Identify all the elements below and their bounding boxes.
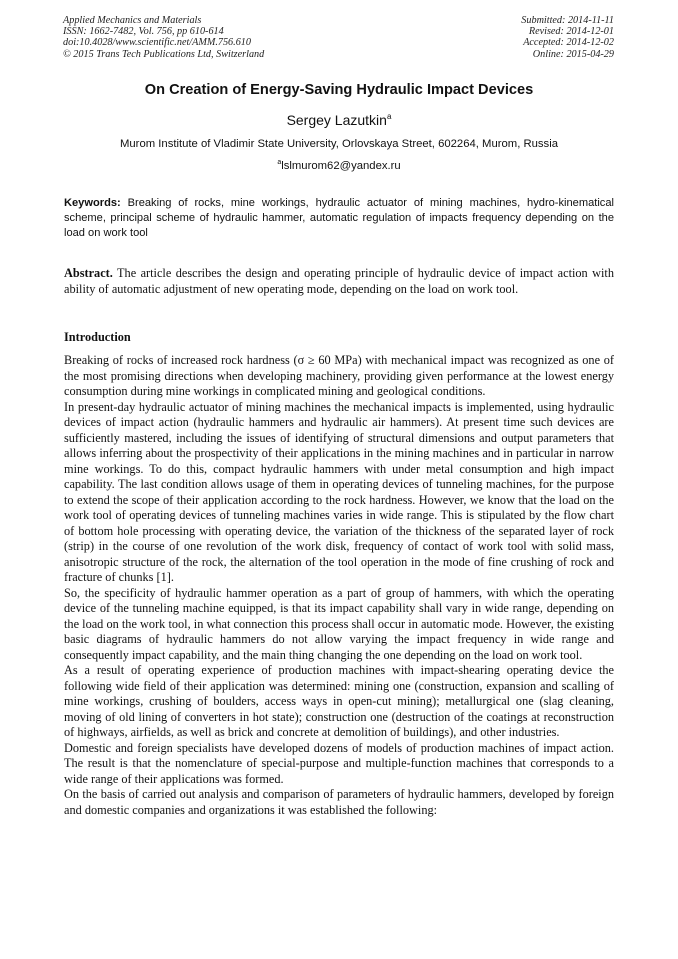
revised-date: Revised: 2014-12-01 [528,26,614,38]
keywords-label: Keywords: [64,197,121,209]
paragraph: In present-day hydraulic actuator of mining machines the mechanical impacts is implemented, using hydraulic devices of impact action (hydraulic hammers and hydraulic air hammers). At present time such devices are sufficiently mastered, including the issues of identifying of structural dimensions and output parameters that allows inferring about the prospectivity of their applications in the mining machines and in particular in narrow mine workings. To do this, compact hydraulic hammers with under metal consumption and high impact capability. The last condition allows usage of them in operating devices of tunneling machines, for the purpose to extend the scope of their application according to the rock hardness. However, we know that the load on the work tool of operating devices of tunneling machines varies in wide range. This is stipulated by the flow chart of bottom hole processing with operating device, the variation of the thickness of the separated layer of rock (strip) in the course of one revolution of the work disk, frequency of contact of work tool with solid mass, anisotropic structure of the rock, the alternation of the tool operation in the mode of fine crushing of rock and fracture of chunks [1]. [64,399,614,584]
publication-dates [521,15,614,60]
section-heading-introduction: Introduction [64,330,131,344]
keywords [64,196,614,241]
journal-name: Applied Mechanics and Materials [63,15,202,26]
submitted-date: Submitted: 2014-11-11 [521,15,614,26]
paper-title: On Creation of Energy-Saving Hydraulic Impact Devices [144,82,534,98]
author-line [0,112,678,128]
doi-line[interactable]: doi:10.4028/www.scientific.net/AMM.756.610 [63,37,251,49]
abstract-text: The article describes the design and operating principle of hydraulic device of impact action with ability of automatic adjustment of new operating mode, depending on the load on work tool. [64,266,614,296]
affiliation: Murom Institute of Vladimir State University, Orlovskaya Street, 602264, Murom, Russia [119,138,559,150]
copyright-line: © 2015 Trans Tech Publications Ltd, Switzerland [63,48,265,60]
paragraph: As a result of operating experience of production machines with impact-shearing operating device the following wide field of their application was determined: mining one (construction, expansion and scalling of mine workings, crushing of boulders, access ways in open-cut mining); metallurgical one (slag cleaning, moving of old lining of converters in hot state); construction one (destruction of the coatings at reconstruction of highways, airfields, as well as brick and concrete at demolition of buildings), and other industries. [64,663,614,739]
author-affiliation-mark: a [386,112,392,121]
abstract [64,266,614,297]
paragraph: Breaking of rocks of increased rock hardness (σ ≥ 60 MPa) with mechanical impact was recognized as one of the most promising directions when developing machinery, providing given performance at the lowest energy consumption during mine workings in complicated mining and geological conditions. [64,353,614,398]
email-mark: a [277,159,282,166]
paragraph: On the basis of carried out analysis and comparison of parameters of hydraulic hammers, developed by foreign and domestic companies and organizations it was established the following: [64,787,614,817]
author-name: Sergey Lazutkin [286,112,387,128]
keywords-text: Breaking of rocks, mine workings, hydraulic actuator of mining machines, hydro-kinematical scheme, principal scheme of hydraulic hammer, automatic regulation of impacts frequency depending on the load on work tool [64,197,614,239]
paragraph: Domestic and foreign specialists have developed dozens of models of production machines of impact action. The result is that the nomenclature of special-purpose and multiple-function machines that corresponds to a wide range of their applications was formed. [64,740,614,786]
online-date: Online: 2015-04-29 [532,48,614,60]
accepted-date: Accepted: 2014-12-02 [523,37,614,49]
introduction-body [64,353,614,818]
abstract-label: Abstract. [64,266,113,280]
author-email[interactable]: lslmurom62@yandex.ru [281,160,401,172]
email-line [0,159,678,172]
journal-info [63,15,264,60]
paragraph: So, the specificity of hydraulic hammer operation as a part of group of hammers, with which the operating device of the tunneling machine equipped, is that its impact capability shall vary in wide range, depending on the load on the work tool, in what connection this process shall occur in automatic mode. However, the existing basic diagrams of hydraulic hammers do not allow varying the impact frequency in wide range and consequently impact capability, and the main thing changing the one depending on the load on work tool. [64,585,614,662]
issn-line: ISSN: 1662-7482, Vol. 756, pp 610-614 [63,26,224,38]
